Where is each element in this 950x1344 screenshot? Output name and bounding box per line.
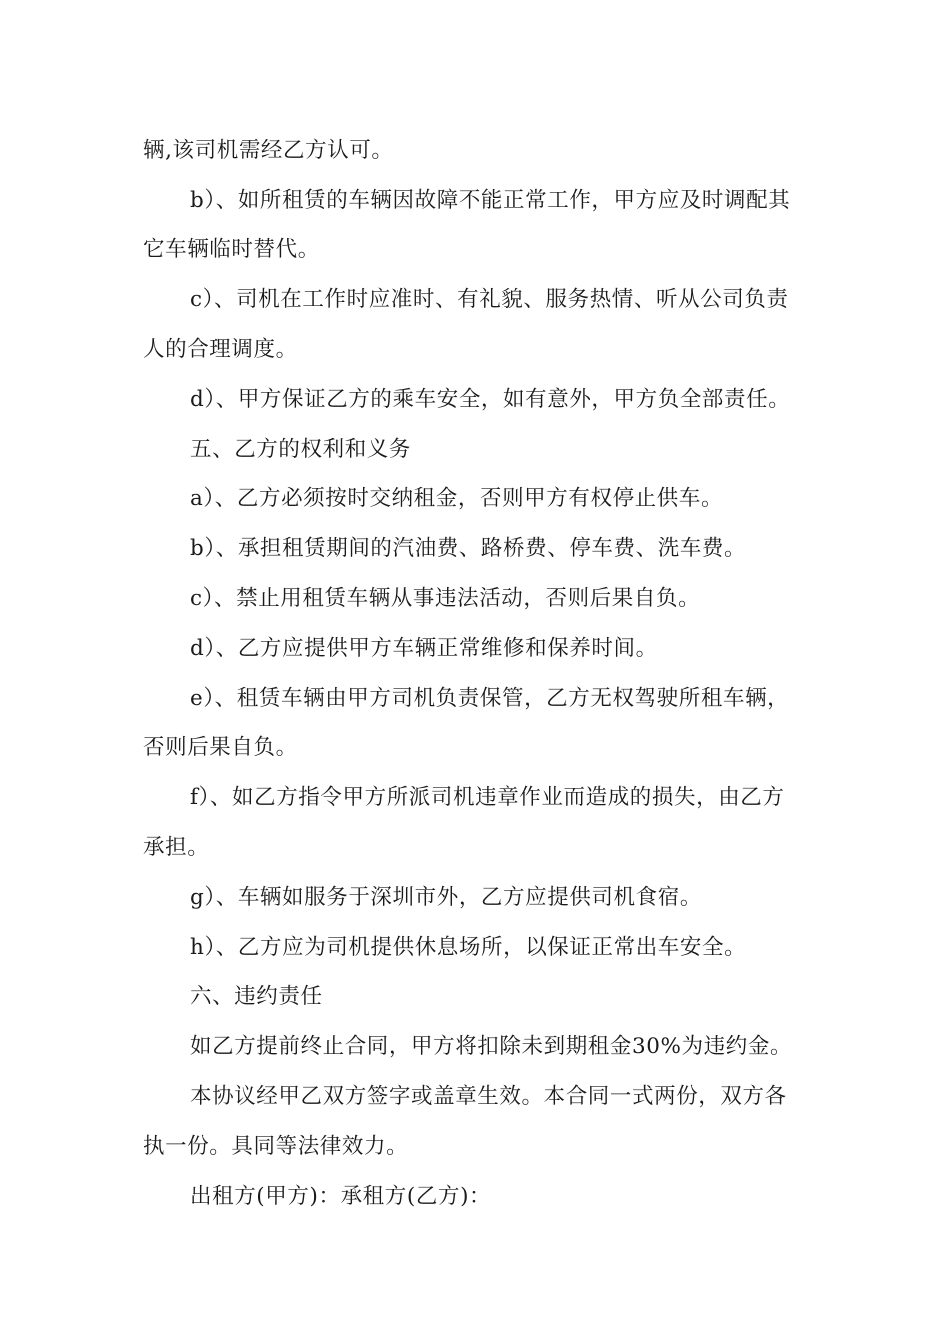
text-line: 承担。 xyxy=(143,835,210,860)
text-line: d）、甲方保证乙方的乘车安全，如有意外，甲方负全部责任。 xyxy=(190,387,791,412)
text-line: f）、如乙方指令甲方所派司机违章作业而造成的损失，由乙方 xyxy=(190,785,785,810)
text-line: 辆,该司机需经乙方认可。 xyxy=(143,138,394,163)
text-line: g）、车辆如服务于深圳市外，乙方应提供司机食宿。 xyxy=(190,885,702,910)
section-heading: 五、乙方的权利和义务 xyxy=(190,437,412,462)
text-line: 本协议经甲乙双方签字或盖章生效。本合同一式两份，双方各 xyxy=(190,1084,787,1109)
text-line: b）、承担租赁期间的汽油费、路桥费、停车费、洗车费。 xyxy=(190,536,747,561)
text-line: b）、如所租赁的车辆因故障不能正常工作，甲方应及时调配其 xyxy=(190,188,791,213)
text-line: 否则后果自负。 xyxy=(143,735,298,760)
text-line: c）、禁止用租赁车辆从事违法活动，否则后果自负。 xyxy=(190,586,701,611)
text-line: 它车辆临时替代。 xyxy=(143,237,320,262)
signature-line: 出租方(甲方)：承租方(乙方)： xyxy=(190,1184,492,1209)
text-line: a）、乙方必须按时交纳租金，否则甲方有权停止供车。 xyxy=(190,486,724,511)
text-line: c）、司机在工作时应准时、有礼貌、服务热情、听从公司负责 xyxy=(190,287,789,312)
text-line: d）、乙方应提供甲方车辆正常维修和保养时间。 xyxy=(190,636,658,661)
section-heading: 六、违约责任 xyxy=(190,984,323,1009)
text-line: 如乙方提前终止合同，甲方将扣除未到期租金30%为违约金。 xyxy=(190,1034,793,1059)
text-line: h）、乙方应为司机提供休息场所，以保证正常出车安全。 xyxy=(190,935,747,960)
text-line: 执一份。具同等法律效力。 xyxy=(143,1134,409,1159)
text-line: e）、租赁车辆由甲方司机负责保管，乙方无权驾驶所租车辆， xyxy=(190,686,790,711)
text-line: 人的合理调度。 xyxy=(143,337,298,362)
